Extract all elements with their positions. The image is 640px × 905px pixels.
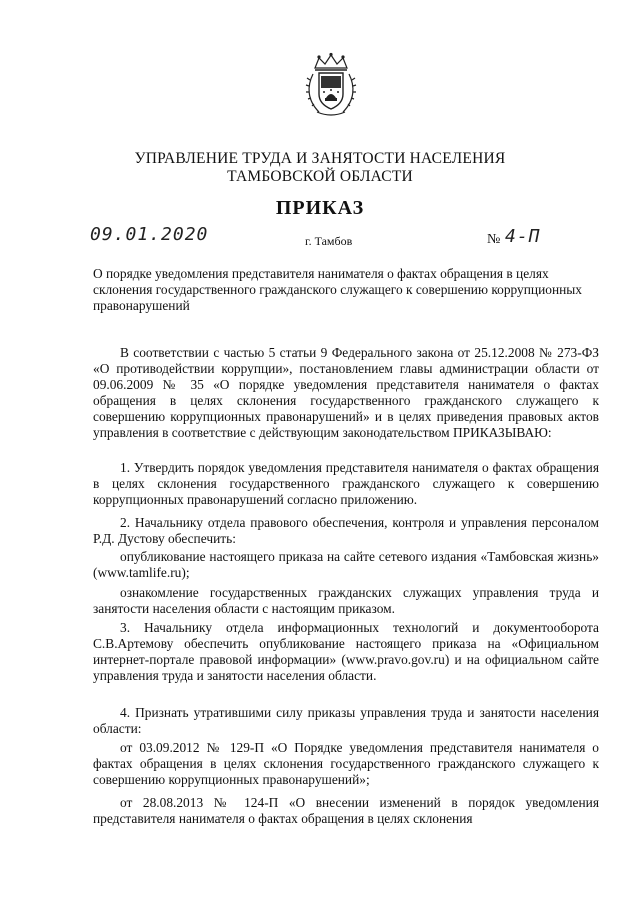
item-4a-paragraph: от 03.09.2012 № 129-П «О Порядке уведомления представителя нанимателя о фактах обращения в целях склонения государственного гражданского служащего к совершению коррупционных правонарушений»; [93, 740, 599, 787]
item-2b-paragraph: ознакомление государственных гражданских служащих управления труда и занятости населения области с настоящим приказом. [93, 585, 599, 616]
item-3-paragraph: 3. Начальнику отдела информационных технологий и документооборота С.В.Артемову обеспечить опубликование настоящего приказа на «Официальном интернет-портале правовой информации» (www.pravo.gov.ru) и на официальном сайте управления труда и занятости населения области. [93, 620, 599, 683]
item-2-paragraph: 2. Начальнику отдела правового обеспечения, контроля и управления персоналом Р.Д. Дустову обеспечить: [93, 515, 599, 546]
order-number-handwritten: 4-П [505, 226, 541, 247]
organization-name-line1: УПРАВЛЕНИЕ ТРУДА И ЗАНЯТОСТИ НАСЕЛЕНИЯ [134, 150, 506, 167]
item-4-paragraph: 4. Признать утратившими силу приказы управления труда и занятости населения области: [93, 705, 599, 736]
organization-name-line2: ТАМБОВСКОЙ ОБЛАСТИ [227, 168, 413, 185]
document-type-title: ПРИКАЗ [275, 197, 365, 219]
coat-of-arms-emblem [305, 52, 357, 118]
item-2a-paragraph: опубликование настоящего приказа на сайте сетевого издания «Тамбовская жизнь» (www.tamlife.ru); [93, 549, 599, 580]
order-number-sign: № [487, 232, 501, 247]
item-1-paragraph: 1. Утвердить порядок уведомления представителя нанимателя о фактах обращения в целях склонения государственного гражданского служащего к совершению коррупционных правонарушений согласно приложению. [93, 460, 599, 507]
order-subject: О порядке уведомления представителя нанимателя о фактах обращения в целях склонения государственного гражданского служащего к совершению коррупционных правонарушений [93, 266, 582, 313]
preamble-paragraph: В соответствии с частью 5 статьи 9 Федерального закона от 25.12.2008 № 273-ФЗ «О противодействии коррупции», постановлением главы администрации области от 09.06.2009 № 35 «О порядке уведомления представителя нанимателя о фактах обращения в целях склонения государственного гражданского служащего к совершению коррупционных правонарушений» и в целях приведения правовых актов управления в соответствие с действующим законодательством ПРИКАЗЫВАЮ: [93, 345, 599, 440]
item-4b-paragraph: от 28.08.2013 № 124-П «О внесении изменений в порядок уведомления представителя нанимателя о фактах обращения в целях склонения [93, 795, 599, 826]
order-date-handwritten: 09.01.2020 [90, 224, 209, 245]
order-city: г. Тамбов [305, 234, 353, 248]
